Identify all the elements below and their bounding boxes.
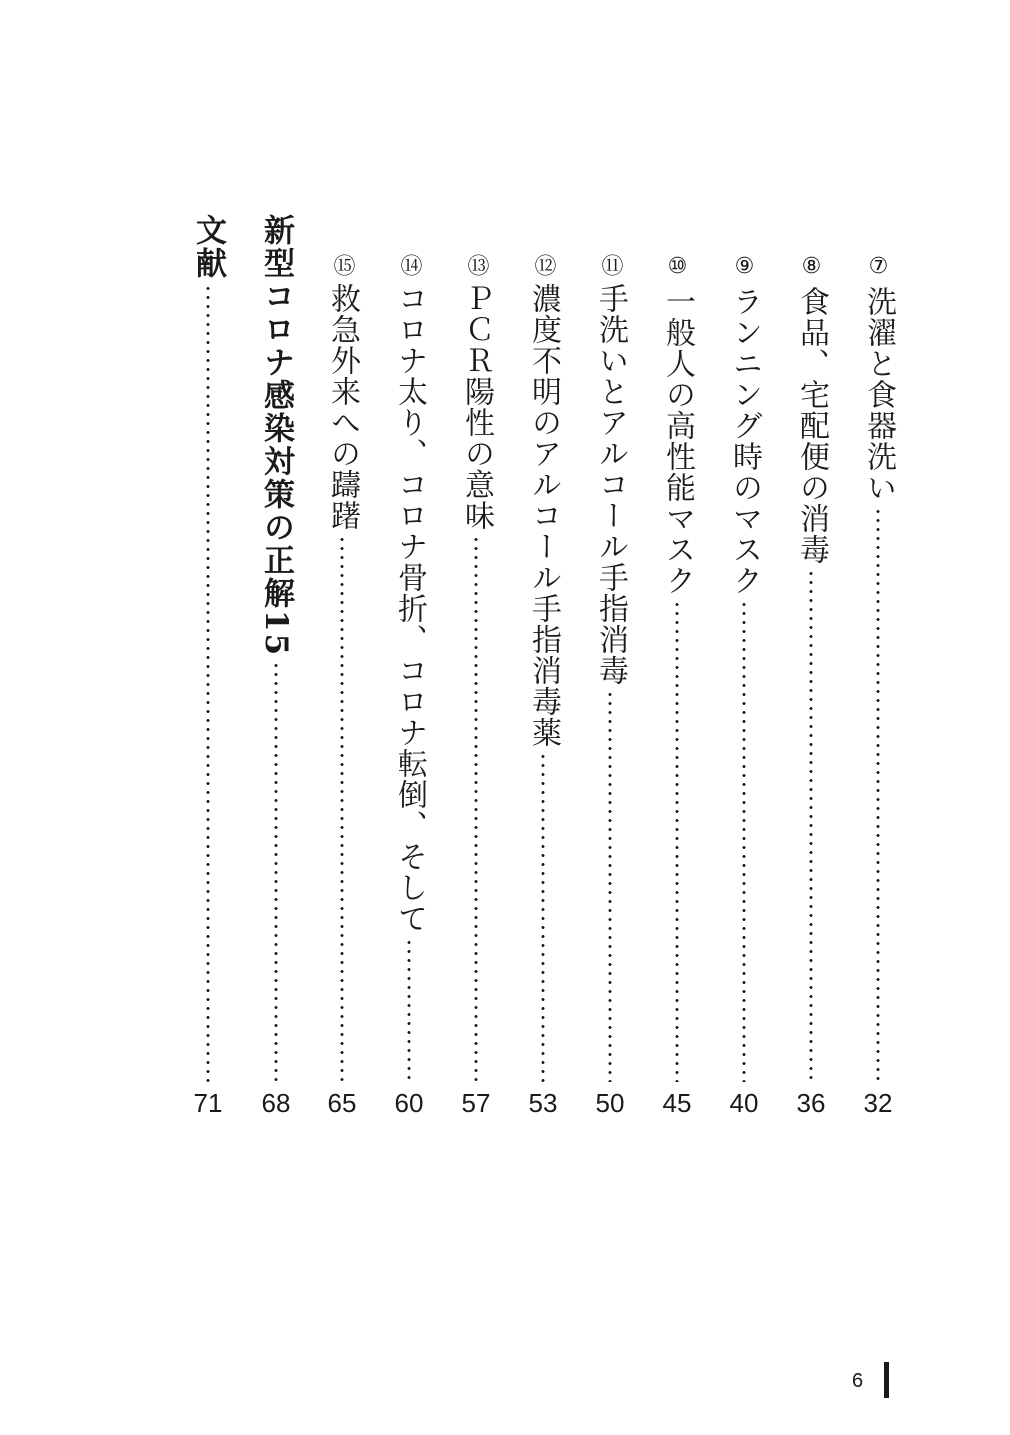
- entry-number: ⑦: [866, 254, 891, 280]
- entry-title: 文献: [190, 214, 226, 280]
- page-number-label: 68: [261, 1088, 291, 1118]
- dot-leader: [876, 507, 880, 1082]
- dot-leader: [474, 535, 478, 1082]
- entry-title: 濃度不明のアルコール手指消毒薬: [526, 283, 561, 748]
- folio-bar: [884, 1362, 889, 1398]
- toc-entry-12: [516, 214, 570, 1082]
- entry-title: 救急外来への躊躇: [325, 283, 360, 531]
- entry-title: 食品、宅配便の消毒: [794, 286, 829, 565]
- entry-title: コロナ太り、コロナ骨折、コロナ転倒、そして: [392, 283, 427, 934]
- dot-leader: [608, 690, 612, 1082]
- page-number-label: 40: [729, 1088, 759, 1118]
- page-number-label: 60: [394, 1088, 424, 1118]
- page-number-label: 57: [461, 1088, 491, 1118]
- toc-entry-8: [784, 214, 838, 1082]
- entry-title: 洗濯と食器洗い: [861, 286, 896, 503]
- dot-leader: [675, 600, 679, 1082]
- entry-number: ⑫: [531, 254, 556, 277]
- toc-entry-7: [851, 214, 905, 1082]
- toc-entry-13: [449, 214, 503, 1082]
- dot-leader: [809, 569, 813, 1082]
- dot-leader: [742, 600, 746, 1082]
- dot-leader: [274, 661, 278, 1082]
- entry-number: ⑪: [598, 254, 623, 277]
- entry-number: ⑬: [464, 254, 489, 277]
- toc-entry-10: [650, 214, 704, 1082]
- entry-number: ⑨: [732, 254, 757, 280]
- toc-entry-references: [181, 214, 235, 1082]
- page-number-label: 45: [662, 1088, 692, 1118]
- toc-entry-answers: [249, 214, 303, 1082]
- page-number-label: 65: [327, 1088, 357, 1118]
- page-number-label: 32: [863, 1088, 893, 1118]
- entry-title: 一般人の高性能マスク: [660, 286, 695, 596]
- dot-leader: [206, 284, 210, 1082]
- entry-number: ⑧: [799, 254, 824, 280]
- entry-number: ⑩: [665, 254, 690, 280]
- dot-leader: [541, 752, 545, 1082]
- toc-entry-9: [717, 214, 771, 1082]
- entry-title: 新型コロナ感染対策の正解15: [258, 214, 294, 658]
- entry-number: ⑮: [330, 254, 355, 277]
- entry-number: ⑭: [397, 254, 422, 277]
- page-number-label: 71: [193, 1088, 223, 1118]
- toc-entry-14: [382, 214, 436, 1082]
- dot-leader: [340, 535, 344, 1082]
- page-number-label: 53: [528, 1088, 558, 1118]
- entry-title: ＰＣＲ陽性の意味: [459, 283, 494, 531]
- folio-page-number: 6: [852, 1370, 864, 1392]
- page-number-label: 36: [796, 1088, 826, 1118]
- toc-entry-11: [583, 214, 637, 1082]
- entry-title: ランニング時のマスク: [727, 286, 762, 596]
- toc-entry-15: [315, 214, 369, 1082]
- entry-title: 手洗いとアルコール手指消毒: [593, 283, 628, 686]
- dot-leader: [407, 938, 411, 1082]
- page-number-label: 50: [595, 1088, 625, 1118]
